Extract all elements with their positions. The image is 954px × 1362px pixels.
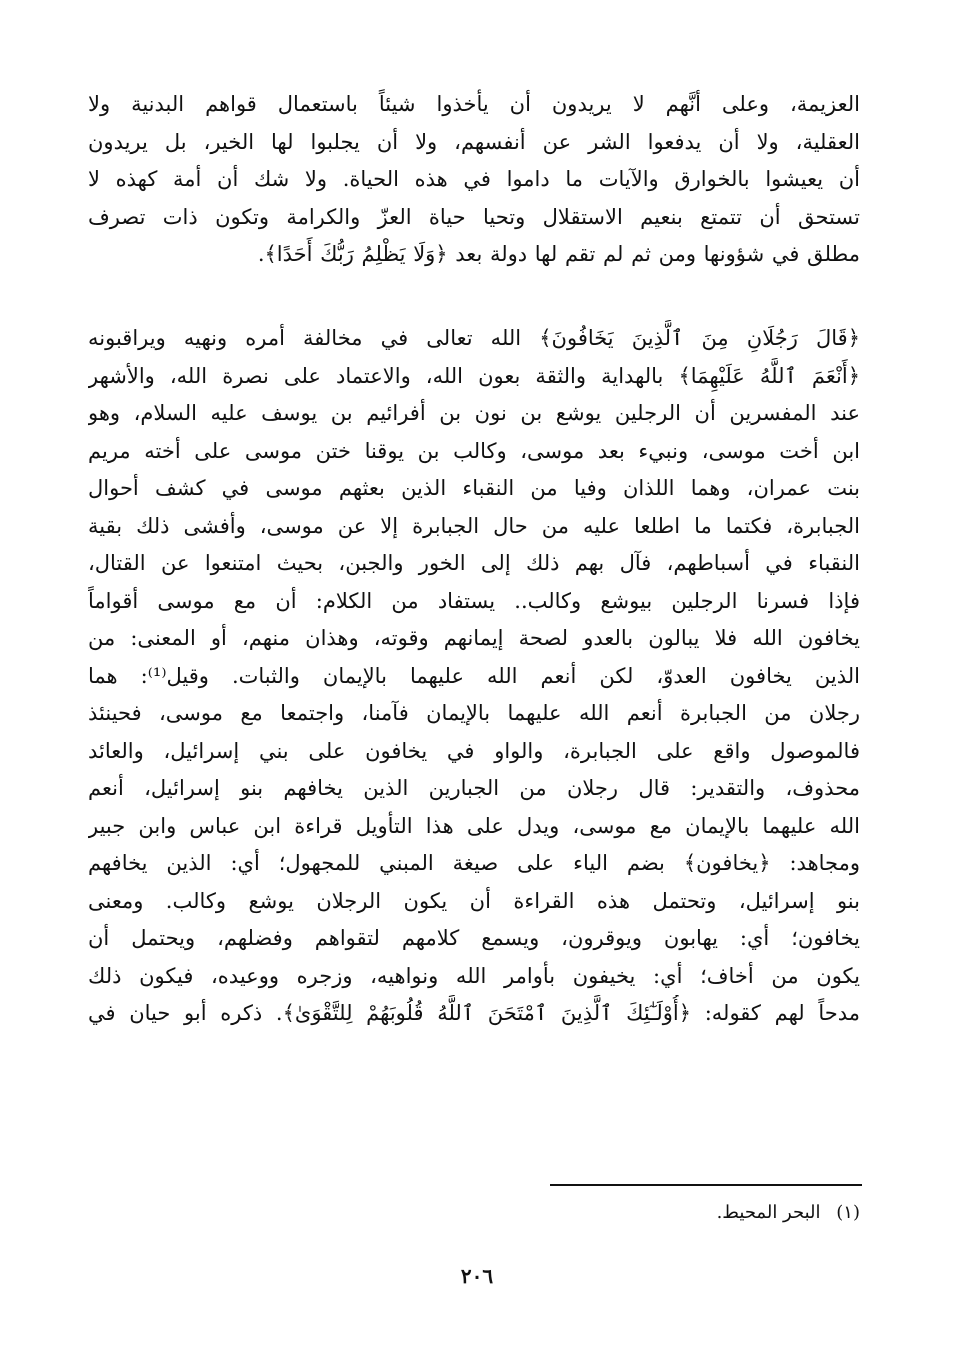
text-line: محذوف، والتقدير: قال رجلان من الجبارين الذين يخافهم بنو إسرائيل، أنعم xyxy=(88,776,860,800)
paragraph-continuation xyxy=(88,86,860,274)
text-line: ﴿أَنْعَمَ ٱللَّهُ عَلَيْهِمَا﴾ بالهداية والثقة بعون الله، والاعتماد على نصرة الله، والأشهر xyxy=(88,363,860,388)
text-line: العزيمة، وعلى أنَّهم لا يريدون أن يأخذوا شيئاً باستعمال قواهم البدنية ولا xyxy=(88,92,860,116)
paragraph-commentary xyxy=(88,320,860,1033)
text-line: فالموصول واقع على الجبابرة، والواو في يخافون على بني إسرائيل، والعائد xyxy=(88,738,860,763)
text-line: مطلق في شؤونها ومن ثم لم تقم لها دولة بعد ﴿وَلَا يَظْلِمُ رَبُّكَ أَحَدًا﴾. xyxy=(257,242,860,266)
text-line: يخافون؛ أي: يهابون ويوقرون، ويسمع كلامهم لتقواهم وفضلهم، ويحتمل أن xyxy=(88,926,860,950)
text-line: بنو إسرائيل، وتحتمل هذه القراءة أن يكون الرجلان يوشع وكالب. ومعنى xyxy=(88,888,860,913)
text-line: أن يعيشوا بالخوارق والآيات ما داموا في هذه الحياة. ولا شك أن أمة كهذه لا xyxy=(88,167,860,191)
page-number: ٢٠٦ xyxy=(460,1264,494,1288)
text-line: تستحق أن تتمتع بنعيم الاستقلال وتحيا حياة العزّ والكرامة وتكون ذات تصرف xyxy=(88,204,860,229)
text-line: الذين يخافون العدوّ، لكن أنعم الله عليهما بالإيمان والثبات. وقيل⁽¹⁾: هما xyxy=(88,663,860,688)
text-line: ابن أخت موسى، ونبيء بعد موسى، وكالب بن يوقنا ختن موسى على أخته مريم xyxy=(88,438,860,463)
footnote xyxy=(717,1200,860,1226)
footnote-number: (١) xyxy=(836,1202,860,1223)
text-line: يكون من أخاف؛ أي: يخيفون بأوامر الله ونواهيه، وزجره ووعيده، فيكون ذلك xyxy=(88,963,860,988)
text-line: العقلية، ولا أن يدفعوا الشر عن أنفسهم، ولا أن يجلبوا لها الخير، بل يريدون xyxy=(88,129,860,154)
footnote-divider xyxy=(550,1184,862,1186)
text-line: عند المفسرين أن الرجلين يوشع بن نون بن أفرائيم بن يوسف عليه السلام، وهو xyxy=(88,401,860,425)
text-line: رجلان من الجبابرة أنعم الله عليهما بالإيمان فآمنا، واجتمعا مع موسى، فحينئذ xyxy=(88,701,860,725)
text-line: النقباء في أسباطهم، فآل بهم ذلك إلى الخور والجبن، بحيث امتنعوا عن القتال، xyxy=(88,551,860,575)
text-line: الله عليهما بالإيمان مع موسى، ويدل على هذا التأويل قراءة ابن عباس وابن جبير xyxy=(88,813,860,838)
text-line: ومجاهد: ﴿يخافون﴾ بضم الياء على صيغة المبني للمجهول؛ أي: الذين يخافهم xyxy=(88,851,860,875)
text-line: فإذا فسرنا الرجلين بيوشع وكالب.. يستفاد من الكلام: أن مع موسى أقواماً xyxy=(88,588,860,613)
text-line: الجبابرة، فكتما ما اطلعا عليه من حال الجبابرة إلا عن موسى، وأفشى ذلك بقية xyxy=(88,513,860,538)
text-line: بنت عمران، وهما اللذان وفيا من النقباء الذين بعثهم موسى في كشف أحوال xyxy=(88,476,860,500)
text-line: مدحاً لهم كقوله: ﴿أُوْلَـٰٓئِكَ ٱلَّذِينَ ٱمْتَحَنَ ٱللَّهُ قُلُوبَهُمْ لِلتَّقْوَىٰ﴾. ذكره أبو حيان في xyxy=(88,1001,860,1025)
text-line: يخافون الله فلا يبالون بالعدو لصحة إيمانهم وقوته، وهذان منهم، أو المعنى: من xyxy=(88,626,860,650)
text-line: ﴿قَالَ رَجُلَانِ مِنَ ٱلَّذِينَ يَخَافُونَ﴾ الله تعالى في مخالفة أمره ونهيه ويراقبونه xyxy=(88,326,860,350)
footnote-text: البحر المحيط. xyxy=(716,1202,821,1223)
